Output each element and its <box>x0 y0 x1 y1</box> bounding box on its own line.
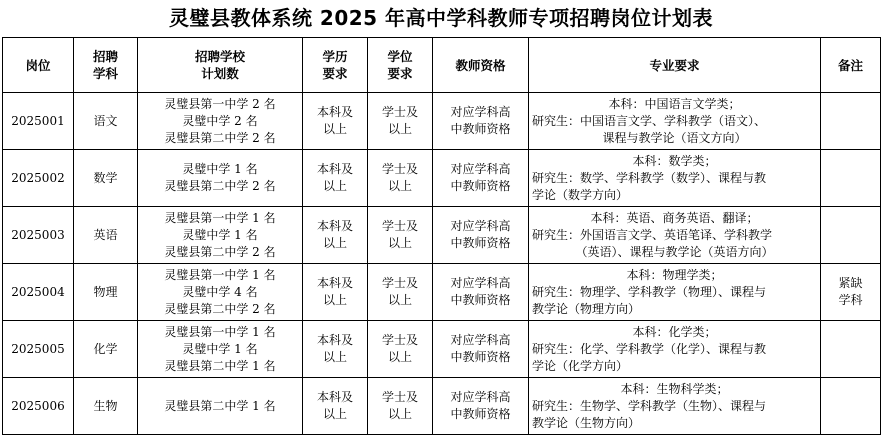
degree-req-line: 学士及 <box>381 162 418 176</box>
teacher-qualification-line: 中教师资格 <box>450 179 511 193</box>
major-requirement-line: 本科：物理学类； <box>626 267 723 282</box>
teacher-qualification-line: 中教师资格 <box>450 122 511 136</box>
degree-req-line: 学士及 <box>381 105 418 119</box>
education-req <box>303 321 368 378</box>
degree-req <box>368 264 433 321</box>
note <box>821 264 881 321</box>
education-req-line: 以上 <box>322 179 347 193</box>
teacher-qualification <box>433 264 529 321</box>
education-req <box>303 207 368 264</box>
subject: 语文 <box>74 93 138 150</box>
teacher-qualification <box>433 207 529 264</box>
teacher-qualification-line: 中教师资格 <box>450 293 511 307</box>
school-plan-line: 灵璧中学 1 名 <box>182 162 258 176</box>
teacher-qualification-line: 对应学科高 <box>450 333 511 347</box>
education-req-line: 以上 <box>322 293 347 307</box>
teacher-qualification-line: 对应学科高 <box>450 105 511 119</box>
note <box>821 150 881 207</box>
education-req-line: 以上 <box>322 122 347 136</box>
school-plan-line: 灵璧县第一中学 1 名 <box>164 210 276 225</box>
major-requirement-line: 教学论（物理方向） <box>532 301 641 316</box>
major-requirement-line: 本科：英语、商务英语、翻译； <box>590 210 759 225</box>
teacher-qualification <box>433 378 529 435</box>
education-req-line: 本科及 <box>316 333 353 347</box>
teacher-qualification <box>433 93 529 150</box>
school-plan-line: 灵璧县第二中学 2 名 <box>164 244 276 259</box>
education-req-line: 以上 <box>322 350 347 364</box>
major-requirement-line: 教学论（生物方向） <box>532 415 641 430</box>
table-row <box>3 321 881 378</box>
major-requirement <box>529 321 821 378</box>
header-education: 学历 要求 <box>303 38 368 93</box>
school-plan <box>138 264 303 321</box>
education-req <box>303 150 368 207</box>
major-requirement-line: 学论（化学方向） <box>532 358 629 373</box>
major-requirement <box>529 378 821 435</box>
degree-req-line: 以上 <box>387 236 412 250</box>
school-plan-line: 灵璧县第二中学 1 名 <box>164 358 276 373</box>
education-req-line: 以上 <box>322 407 347 421</box>
school-plan-line: 灵璧县第二中学 2 名 <box>164 130 276 145</box>
teacher-qualification-line: 中教师资格 <box>450 236 511 250</box>
degree-req-line: 学士及 <box>381 219 418 233</box>
degree-req-line: 以上 <box>387 122 412 136</box>
note-line: 学科 <box>838 293 863 307</box>
major-requirement <box>529 150 821 207</box>
major-requirement-line: 研究生：数学、学科教学（数学）、课程与教 <box>532 170 767 185</box>
major-requirement-line: 研究生：物理学、学科教学（物理）、课程与 <box>532 284 767 299</box>
education-req-line: 本科及 <box>316 276 353 290</box>
degree-req-line: 学士及 <box>381 390 418 404</box>
education-req <box>303 93 368 150</box>
post-code: 2025001 <box>3 93 74 150</box>
major-requirement-line: 研究生：化学、学科教学（化学）、课程与教 <box>532 341 767 356</box>
subject: 数学 <box>74 150 138 207</box>
degree-req-line: 以上 <box>387 407 412 421</box>
school-plan-line: 灵璧县第一中学 1 名 <box>164 324 276 339</box>
teacher-qualification-line: 中教师资格 <box>450 407 511 421</box>
table-row <box>3 207 881 264</box>
header-note: 备注 <box>821 38 881 93</box>
school-plan-line: 灵璧县第一中学 2 名 <box>164 96 276 111</box>
post-code: 2025006 <box>3 378 74 435</box>
note-line: 紧缺 <box>838 276 863 290</box>
degree-req <box>368 93 433 150</box>
recruitment-table <box>2 37 881 435</box>
degree-req-line: 学士及 <box>381 276 418 290</box>
major-requirement-line: 本科：中国语言文学类； <box>608 96 741 111</box>
degree-req <box>368 321 433 378</box>
education-req-line: 本科及 <box>316 219 353 233</box>
major-requirement-line: 本科：生物科学类； <box>620 381 729 396</box>
school-plan-line: 灵璧县第一中学 1 名 <box>164 267 276 282</box>
major-requirement-line: 课程与教学论（语文方向） <box>602 130 747 145</box>
teacher-qualification <box>433 150 529 207</box>
school-plan-line: 灵璧县第二中学 1 名 <box>164 398 276 413</box>
major-requirement-line: 研究生：外国语言文学、英语笔译、学科教学 <box>532 227 773 242</box>
page-title: 灵璧县教体系统 2025 年高中学科教师专项招聘岗位计划表 <box>168 6 714 30</box>
school-plan-line: 灵璧中学 2 名 <box>182 113 258 128</box>
major-requirement-line: 研究生：中国语言文学、学科教学（语文）、 <box>532 113 767 128</box>
degree-req-line: 以上 <box>387 350 412 364</box>
major-requirement-line: 本科：数学类； <box>632 153 717 168</box>
school-plan-line: 灵璧中学 1 名 <box>182 341 258 356</box>
table-row <box>3 93 881 150</box>
teacher-qualification-line: 对应学科高 <box>450 390 511 404</box>
post-code: 2025002 <box>3 150 74 207</box>
major-requirement-line: 本科：化学类； <box>632 324 717 339</box>
major-requirement <box>529 93 821 150</box>
header-degree: 学位 要求 <box>368 38 433 93</box>
degree-req <box>368 150 433 207</box>
note <box>821 207 881 264</box>
note <box>821 321 881 378</box>
school-plan-line: 灵璧县第二中学 2 名 <box>164 301 276 316</box>
post-code: 2025004 <box>3 264 74 321</box>
table-row <box>3 150 881 207</box>
school-plan <box>138 321 303 378</box>
teacher-qualification <box>433 321 529 378</box>
note <box>821 378 881 435</box>
subject: 英语 <box>74 207 138 264</box>
subject: 生物 <box>74 378 138 435</box>
degree-req-line: 学士及 <box>381 333 418 347</box>
degree-req <box>368 207 433 264</box>
education-req-line: 本科及 <box>316 105 353 119</box>
note <box>821 93 881 150</box>
school-plan-line: 灵璧中学 4 名 <box>182 284 258 299</box>
school-plan <box>138 207 303 264</box>
header-subject: 招聘 学科 <box>74 38 138 93</box>
education-req <box>303 378 368 435</box>
education-req-line: 本科及 <box>316 162 353 176</box>
post-code: 2025005 <box>3 321 74 378</box>
header-post: 岗位 <box>3 38 74 93</box>
major-requirement <box>529 264 821 321</box>
degree-req-line: 以上 <box>387 179 412 193</box>
teacher-qualification-line: 对应学科高 <box>450 162 511 176</box>
school-plan <box>138 378 303 435</box>
degree-req-line: 以上 <box>387 293 412 307</box>
header-qualification: 教师资格 <box>433 38 529 93</box>
header-row <box>3 38 881 93</box>
major-requirement <box>529 207 821 264</box>
education-req-line: 以上 <box>322 236 347 250</box>
school-plan <box>138 150 303 207</box>
header-plan: 招聘学校 计划数 <box>138 38 303 93</box>
major-requirement-line: （英语）、课程与教学论（英语方向） <box>575 244 774 259</box>
education-req-line: 本科及 <box>316 390 353 404</box>
table-row <box>3 264 881 321</box>
school-plan-line: 灵璧县第二中学 2 名 <box>164 179 276 193</box>
teacher-qualification-line: 对应学科高 <box>450 276 511 290</box>
teacher-qualification-line: 对应学科高 <box>450 219 511 233</box>
education-req <box>303 264 368 321</box>
school-plan <box>138 93 303 150</box>
major-requirement-line: 研究生：生物学、学科教学（生物）、课程与 <box>532 398 767 413</box>
teacher-qualification-line: 中教师资格 <box>450 350 511 364</box>
table-row <box>3 378 881 435</box>
post-code: 2025003 <box>3 207 74 264</box>
degree-req <box>368 378 433 435</box>
subject: 物理 <box>74 264 138 321</box>
header-major: 专业要求 <box>529 38 821 93</box>
major-requirement-line: 学论（数学方向） <box>532 187 629 202</box>
subject: 化学 <box>74 321 138 378</box>
school-plan-line: 灵璧中学 1 名 <box>182 227 258 242</box>
